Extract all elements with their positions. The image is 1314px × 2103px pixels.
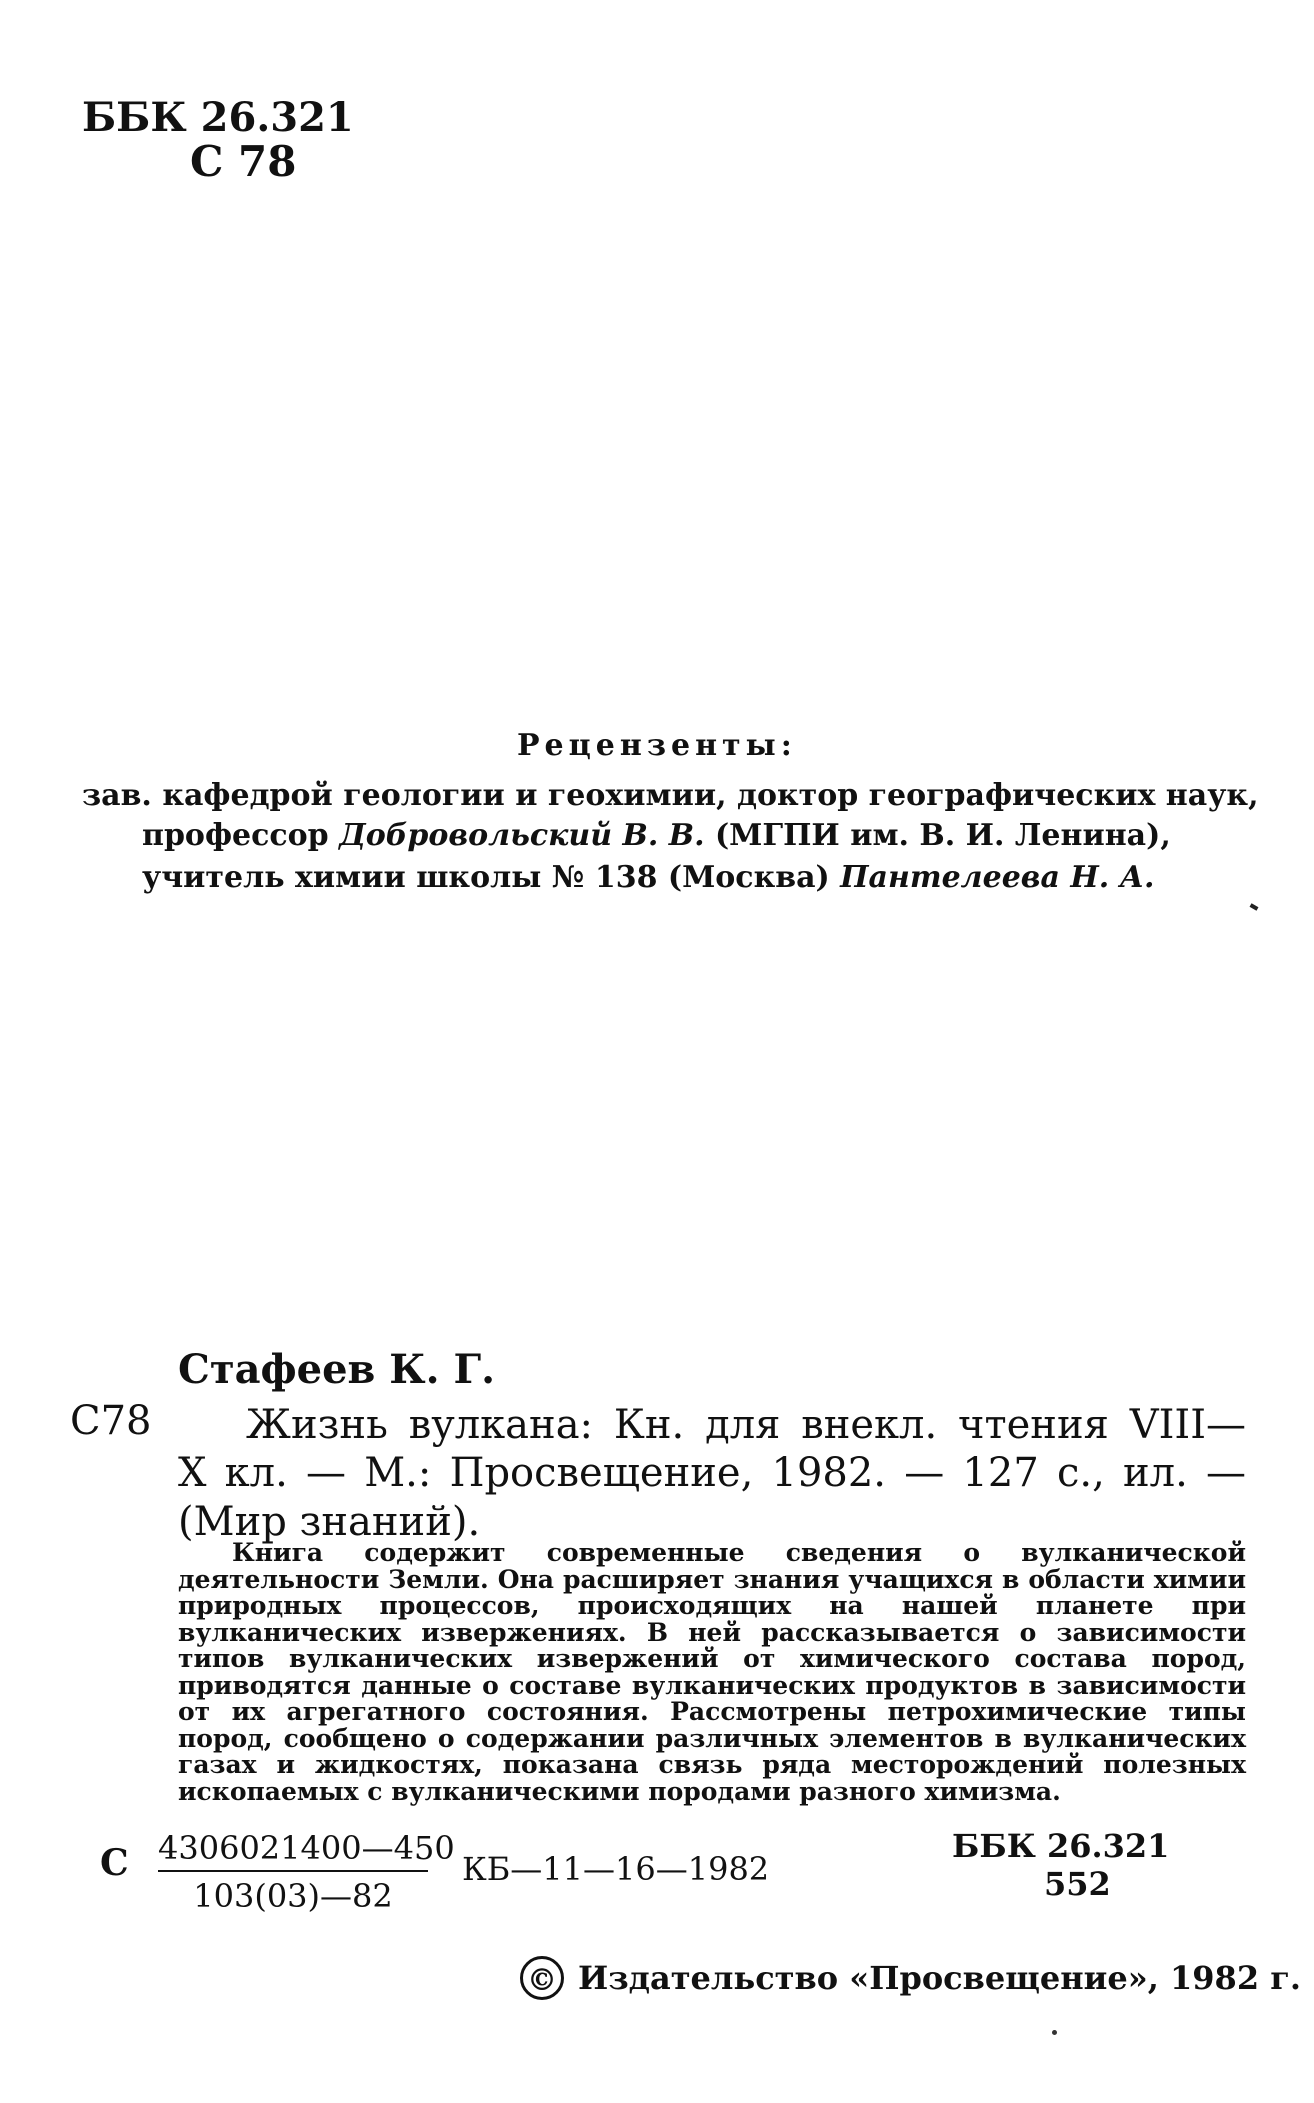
bbk-subcode: 552 [1044, 1865, 1111, 1903]
copyright-icon: © [520, 1956, 564, 2000]
reviewer-line-2-prefix: профессор [142, 818, 340, 853]
fraction-bar [158, 1870, 428, 1872]
reviewer-name-1: Добровольский В. В. [339, 818, 705, 853]
reviewer-line-2 [142, 816, 1171, 856]
reviewer-line-3-prefix: учитель химии школы № 138 (Москва) [142, 860, 841, 895]
copyright [520, 1956, 1301, 2000]
print-speck [1250, 903, 1259, 910]
fraction-denominator: 103(03)—82 [193, 1877, 393, 1915]
entry-title-line-2: X кл. — М.: Просвещение, 1982. — 127 с., ил. — [178, 1450, 1246, 1496]
reviewer-line-3 [142, 858, 1154, 898]
classification-fraction [158, 1828, 455, 1916]
bbk-code: ББК 26.321 [82, 94, 354, 141]
entry-code: С78 [70, 1398, 152, 1444]
entry-series: (Мир знаний). [178, 1499, 481, 1545]
fraction-numerator: 4306021400—450 [158, 1829, 455, 1867]
book-annotation: Книга содержит современные сведения о вулканической деятельности Земли. Она расширяет знания учащихся в области химии природных процессов, происходящих на нашей планете при вулканических извержениях. В ней рассказывается о зависимости типов вулканических извержений от химического состава пород, приводятся данные о составе вулканических продуктов в зависимости от их агрегатного состояния. Рассмотрены петрохимические типы пород, сообщено о содержании различных элементов в вулканических газах и жидкостях, показана связь ряда месторождений полезных ископаемых с вулканическими породами разного химизма. [178, 1538, 1246, 1806]
print-speck-bottom [1052, 2030, 1057, 2035]
bbk-code-bottom: ББК 26.321 [952, 1827, 1170, 1865]
reviewer-line-2-suffix: (МГПИ им. В. И. Ленина), [704, 818, 1171, 853]
kb-code: КБ—11—16—1982 [462, 1850, 770, 1888]
reviewer-line-1: зав. кафедрой геологии и геохимии, доктор географических наук, [82, 778, 1259, 813]
classification-letter: С [100, 1842, 129, 1884]
reviewer-name-2: Пантелеева Н. А. [840, 860, 1155, 895]
book-author: Стафеев К. Г. [178, 1346, 496, 1393]
library-mark: С 78 [190, 137, 297, 186]
copyright-text: Издательство «Просвещение», 1982 г. [578, 1959, 1301, 1997]
entry-title-line-1: Жизнь вулкана: Кн. для внекл. чтения VIII— [246, 1402, 1246, 1448]
reviewers-heading: Рецензенты: [517, 728, 797, 763]
